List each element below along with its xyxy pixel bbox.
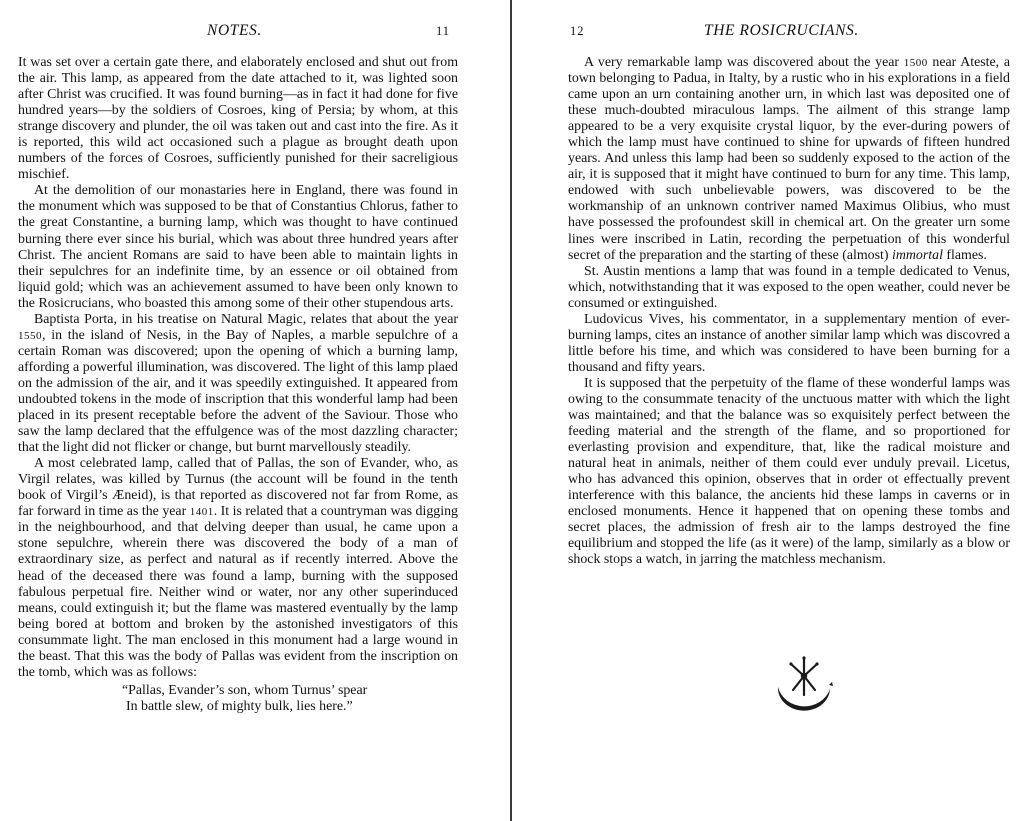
paragraph: St. Austin mentions a lamp that was found in a temple dedicated to Venus, which, notwithstanding that it was exposed to the open weather, could never be consumed or extinguished. [568, 263, 1010, 311]
paragraph: It was set over a certain gate there, and elaborately enclosed and shut out from the air. This lamp, as appeared from the date attached to it, was lighted soon after Christ was crucified. It was found burning—as in fact it had done for five hundred years—by the soldiers of Cosroes, king of Persia; by whom, at this strange discovery and plunder, the oil was taken out and cast into the fire. As it is reported, this wild act occasioned such a plague as brought death upon numbers of the forces of Cosroes, sufficiently punished for their sacreligious mischief. [18, 55, 458, 183]
paragraph: It is supposed that the perpetuity of the flame of these wonderful lamps was owing to the consummate tenacity of the unctuous matter with which the light was maintained; and that the balance was so exquisitely perfect between the feeding material and the strength of the flame, and so proportioned for everlasting provision and expenditure, that, like the radical moisture and natural heat in animals, neither of them could ever unduly prevail. Licetus, who has advanced this opinion, observes that in order ot effectually prevent interference with this balance, the ancients hid these lamps in caverns or in enclosed monuments. Hence it happened that on opening these tombs and secret places, the admission of fresh air to the lamps destroyed the fine equilibrium and stopped the life (as it were) of the lamp, similarly as a blow or shock stops a watch, in jarring the matchless mechanism. [568, 375, 1010, 568]
page-gutter [510, 0, 512, 821]
year-1401: 1401 [189, 506, 214, 519]
crescent-star-ornament-icon [769, 655, 839, 725]
paragraph: A most celebrated lamp, called that of Pallas, the son of Evander, who, as Virgil relates, was killed by Turnus (the account will be found in the tenth book of Virgil’s Æneid), is that reported as discovered not far from Rome, as far forward in time as the year 1401. It is related that a countryman was digging in the neighbourhood, and that delving deeper than usual, he came upon a stone sepulchre, wherein there was discovered the body of a man of extraordinary size, as perfect and natural as if recently interred. Above the head of the deceased there was found a lamp, burning with the supposed fabulous perpetual fire. Neither wind or water, nor any other superinduced means, could extinguish it; but the flame was mastered eventually by the lamp being bored at bottom and broken by the astonished investigators of this consummate light. The man enclosed in this monument had a large wound in the beast. That this was the body of Pallas was evident from the inscription on the tomb, which was as follows: [18, 456, 458, 680]
left-text-block [18, 55, 458, 715]
year-1500: 1500 [903, 57, 928, 69]
paragraph: Ludovicus Vives, his commentator, in a supplementary mention of ever-burning lamps, cites an instance of another similar lamp which was discovred a little before his time, and which was considered to have been burning for a thousand and fifty years. [568, 311, 1010, 375]
verse-quotation [18, 683, 458, 715]
verse-line: “Pallas, Evander’s son, whom Turnus’ spear [122, 682, 368, 698]
paragraph: A very remarkable lamp was discovered about the year 1500 near Ateste, a town belonging to Padua, in Italty, by a rustic who in his explorations in a field came upon an urn containing another urn, in which last was deposited one of these much-doubted miraculous lamps. The ailment of this strange lamp appeared to be a very exquisite crystal liquor, by the ever-during powers of which the lamp must have continued to shine for upwards of fifteen hundred years. And unless this lamp had been so suddenly exposed to the action of the air, it is supposed that it might have continued to burn for any time. This lamp, endowed with such unbelievable powers, was discovered to be the workmanship of an unknown contriver named Maximus Olibius, who must have possessed the profoundest skill in chemical art. On the greater urn some lines were inscribed in Latin, recording the perpetuation of this wonderful secret of the preparation and the starting of these (almost) immortal flames. [568, 55, 1010, 263]
paragraph: Baptista Porta, in his treatise on Natural Magic, relates that about the year 1550, in the island of Nesis, in the Bay of Naples, a marble sepulchre of a certain Roman was discovered; upon the opening of which a burning lamp, affording a powerful illumination, was discovered. The light of this lamp plaed on the admission of the air, and it was speedily extinguished. It appeared from undoubted tokens in the mode of inscription that this wonderful lamp had been placed in its present receptable before the advent of the Saviour. Those who saw the lamp declared that the effulgence was of the most dazzling character; that the light did not flicker or change, but burnt marvellously steadily. [18, 311, 458, 456]
verse-line: In battle slew, of mighty bulk, lies here.” [126, 698, 353, 714]
running-head-right: THE ROSICRUCIANS. [704, 22, 859, 39]
paragraph: At the demolition of our monastaries here in England, there was found in the monument which was supposed to be that of Constantius Chlorus, father to the great Constantine, a burning lamp, which was thought to have continued burning there ever since his burial, which was about three hundred years after Christ. The ancient Romans are said to have been able to maintain lights in their sepulchres for an indefinite time, by an essence or oil obtained from liquid gold; which was an achievement assumed to have been only known to the Rosicrucians, who boasted this among some of their other stupendous arts. [18, 183, 458, 311]
right-page [514, 0, 1020, 821]
year-1550: 1550 [18, 329, 42, 342]
right-text-block [568, 55, 1010, 569]
folio-right: 12 [570, 24, 585, 38]
running-head-left: NOTES. [207, 22, 262, 39]
folio-left: 11 [436, 24, 451, 38]
